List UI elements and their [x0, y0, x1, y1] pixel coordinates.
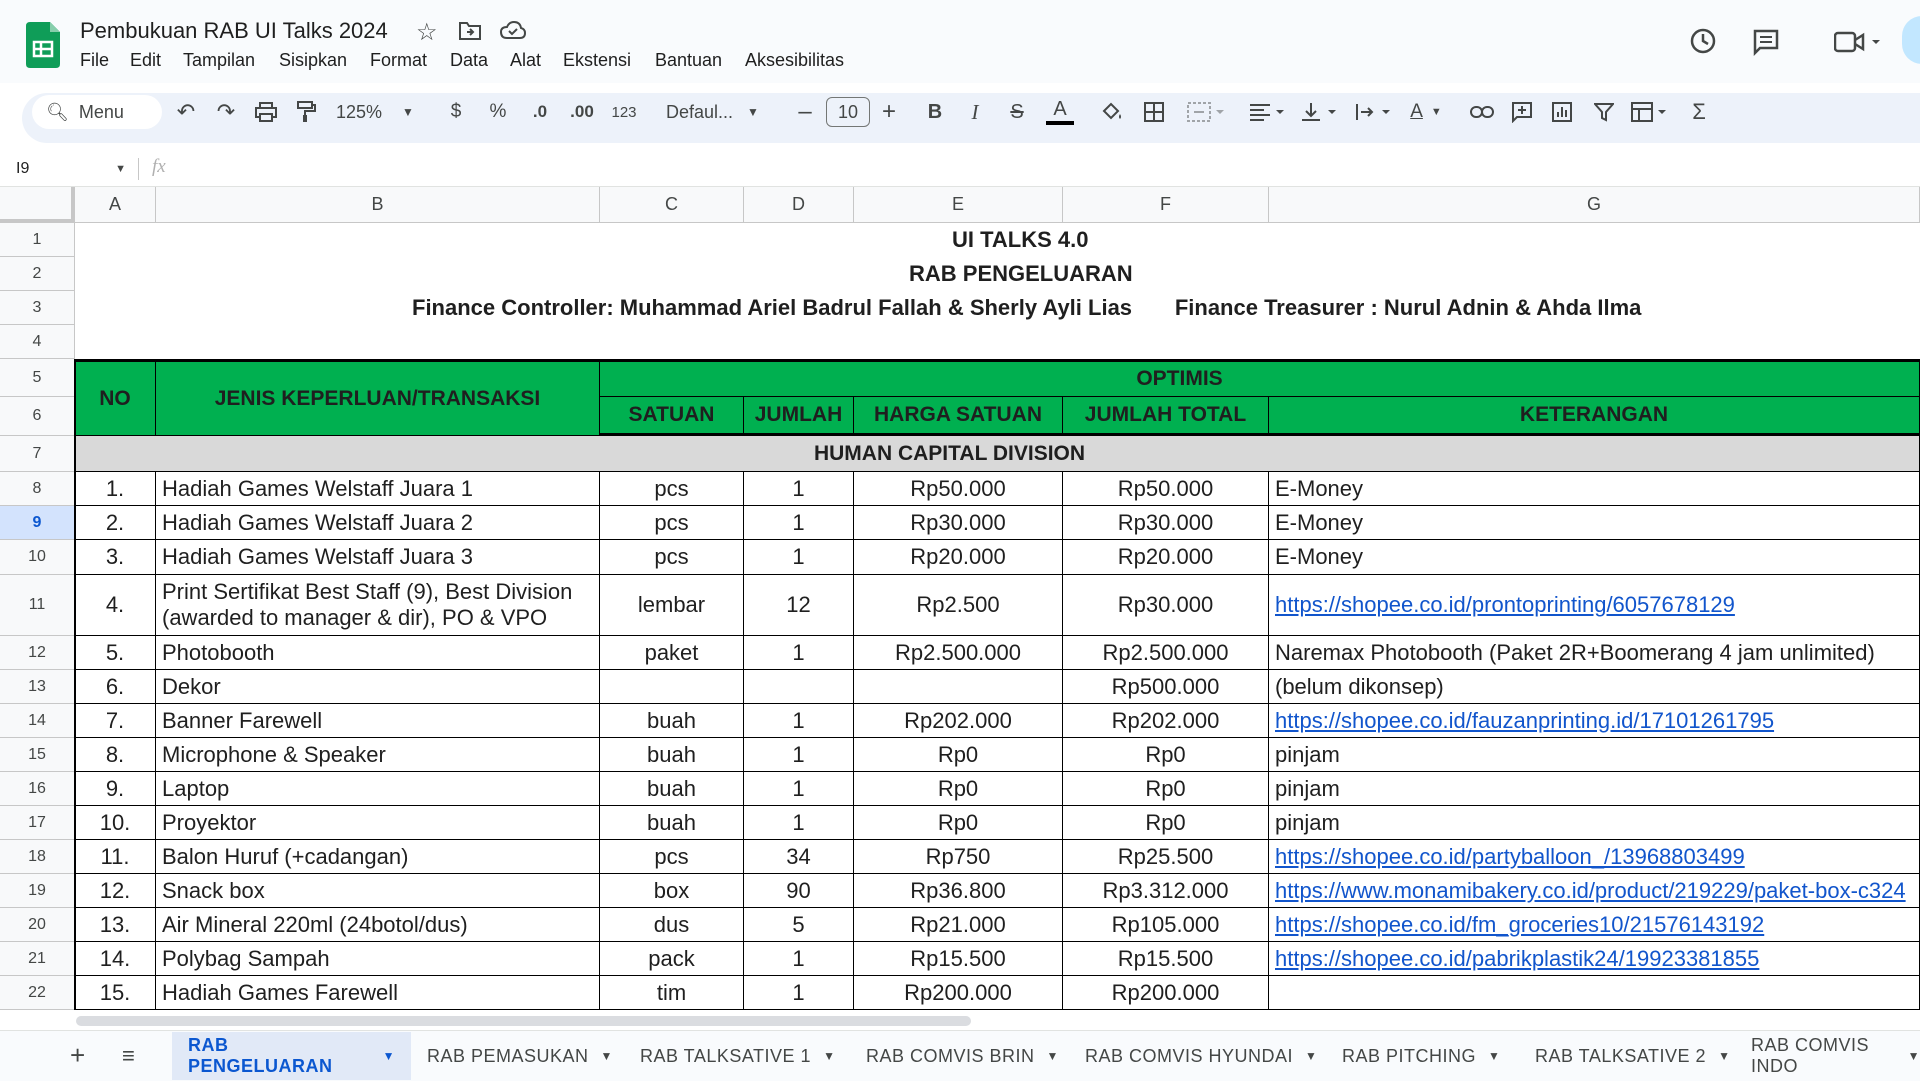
- horizontal-align-icon[interactable]: [1246, 98, 1290, 126]
- row-jenis: Dekor: [156, 670, 600, 704]
- row-no: 4.: [75, 575, 156, 636]
- row-header-9[interactable]: 9: [0, 506, 75, 540]
- row-jumlah-total: Rp30.000: [1063, 506, 1269, 540]
- row-jumlah: 5: [744, 908, 854, 942]
- row-header-20[interactable]: 20: [0, 908, 75, 942]
- zoom-select[interactable]: [336, 98, 420, 126]
- chevron-down-icon: ▼: [1430, 106, 1442, 118]
- fx-icon: fx: [152, 156, 166, 177]
- row-satuan: pcs: [600, 506, 744, 540]
- name-box[interactable]: [16, 156, 126, 182]
- row-jenis: Hadiah Games Welstaff Juara 3: [156, 540, 600, 575]
- row-header-16[interactable]: 16: [0, 772, 75, 806]
- row-jumlah: 12: [744, 575, 854, 636]
- row-jumlah-total: Rp50.000: [1063, 472, 1269, 506]
- row-harga-satuan: Rp21.000: [854, 908, 1063, 942]
- row-harga-satuan: Rp15.500: [854, 942, 1063, 976]
- row-jenis: Snack box: [156, 874, 600, 908]
- chevron-down-icon: ▼: [115, 163, 126, 175]
- row-satuan: tim: [600, 976, 744, 1010]
- row-harga-satuan: Rp36.800: [854, 874, 1063, 908]
- row-jumlah: 1: [744, 772, 854, 806]
- insert-comment-icon[interactable]: [1508, 98, 1536, 126]
- row-jenis-line2: (awarded to manager & dir), PO & VPO: [162, 605, 548, 630]
- text-rotation-icon[interactable]: [1404, 98, 1448, 126]
- row-keterangan: pinjam: [1269, 772, 1920, 806]
- row-keterangan-link[interactable]: https://shopee.co.id/fm_groceries10/21576143192: [1269, 908, 1920, 942]
- row-harga-satuan: Rp30.000: [854, 506, 1063, 540]
- filter-views-icon[interactable]: [1628, 98, 1672, 126]
- bold-button[interactable]: B: [927, 100, 943, 123]
- row-header-10[interactable]: 10: [0, 540, 75, 575]
- font-size-input[interactable]: 10: [826, 97, 870, 127]
- row-harga-satuan: Rp2.500.000: [854, 636, 1063, 670]
- vertical-align-icon[interactable]: [1298, 98, 1342, 126]
- text-color-button[interactable]: [1044, 96, 1076, 128]
- menu-item-sisipkan[interactable]: Sisipkan: [279, 50, 348, 70]
- row-header-6[interactable]: 6: [0, 397, 75, 436]
- row-header-1[interactable]: 1: [0, 223, 75, 257]
- search-menu-label: Menu: [78, 101, 124, 122]
- menu-item-alat[interactable]: Alat: [510, 50, 542, 70]
- column-header-b[interactable]: B: [156, 187, 600, 223]
- row-no: 3.: [75, 540, 156, 575]
- row-jenis: Laptop: [156, 772, 600, 806]
- chevron-down-icon: ▼: [1046, 1049, 1059, 1063]
- chevron-down-icon: ▼: [1907, 1049, 1920, 1063]
- row-jumlah: 1: [744, 540, 854, 575]
- row-satuan: buah: [600, 772, 744, 806]
- header-no: NO: [75, 359, 156, 436]
- row-jumlah: 1: [744, 472, 854, 506]
- row-jumlah: 1: [744, 636, 854, 670]
- chevron-down-icon: ▼: [823, 1049, 836, 1063]
- column-header-e[interactable]: E: [854, 187, 1063, 223]
- formula-divider: [138, 158, 139, 180]
- sheet-tab-label: RAB PITCHING: [1342, 1045, 1477, 1066]
- row-no: 6.: [75, 670, 156, 704]
- row-keterangan-link[interactable]: https://www.monamibakery.co.id/product/219229/paket-box-c324: [1269, 874, 1920, 908]
- italic-button[interactable]: I: [971, 99, 979, 124]
- row-no: 13.: [75, 908, 156, 942]
- header-keterangan: KETERANGAN: [1269, 397, 1920, 436]
- row-harga-satuan: Rp0: [854, 738, 1063, 772]
- row-satuan: pcs: [600, 540, 744, 575]
- row-no: 10.: [75, 806, 156, 840]
- currency-format-button[interactable]: $: [450, 101, 462, 122]
- strikethrough-button[interactable]: S: [1010, 100, 1024, 123]
- row-satuan: pack: [600, 942, 744, 976]
- sheet-title: UI TALKS 4.0: [952, 227, 1089, 252]
- division-row: HUMAN CAPITAL DIVISION: [75, 436, 1920, 472]
- percent-format-button[interactable]: %: [489, 101, 507, 122]
- header-jumlah-total: JUMLAH TOTAL: [1063, 397, 1269, 436]
- row-harga-satuan: Rp200.000: [854, 976, 1063, 1010]
- row-no: 1.: [75, 472, 156, 506]
- sheet-tab-label: RAB COMVIS BRIN: [866, 1045, 1035, 1066]
- filter-icon[interactable]: [1590, 98, 1618, 126]
- row-jenis: Air Mineral 220ml (24botol/dus): [156, 908, 600, 942]
- header-satuan: SATUAN: [600, 397, 744, 436]
- borders-icon[interactable]: [1140, 98, 1168, 126]
- menu-item-edit[interactable]: Edit: [130, 50, 162, 70]
- row-satuan: pcs: [600, 472, 744, 506]
- row-keterangan: pinjam: [1269, 738, 1920, 772]
- row-harga-satuan: Rp2.500: [854, 575, 1063, 636]
- row-satuan: lembar: [600, 575, 744, 636]
- row-no: 7.: [75, 704, 156, 738]
- row-header-14[interactable]: 14: [0, 704, 75, 738]
- row-keterangan: pinjam: [1269, 806, 1920, 840]
- comments-icon[interactable]: [1752, 28, 1780, 61]
- sheet-subtitle: RAB PENGELUARAN: [909, 261, 1133, 286]
- sheet-tab[interactable]: [411, 1032, 613, 1080]
- column-header-f[interactable]: F: [1063, 187, 1269, 223]
- row-satuan: buah: [600, 704, 744, 738]
- decrease-decimal-button[interactable]: .0: [532, 102, 548, 121]
- row-keterangan-link[interactable]: https://shopee.co.id/partyballoon_/13968803499: [1269, 840, 1920, 874]
- row-jumlah-total: Rp0: [1063, 772, 1269, 806]
- row-keterangan: E-Money: [1269, 506, 1920, 540]
- menu-item-data[interactable]: Data: [450, 50, 489, 70]
- row-keterangan: (belum dikonsep): [1269, 670, 1920, 704]
- row-header-22[interactable]: 22: [0, 976, 75, 1010]
- sheet-tab-label: RAB TALKSATIVE 2: [1535, 1045, 1707, 1066]
- row-header-19[interactable]: 19: [0, 874, 75, 908]
- row-jumlah-total: Rp25.500: [1063, 840, 1269, 874]
- row-keterangan: [1269, 976, 1920, 1010]
- row-jumlah-total: Rp20.000: [1063, 540, 1269, 575]
- row-jumlah: 1: [744, 942, 854, 976]
- sheet-tab[interactable]: [624, 1032, 835, 1080]
- row-jumlah-total: Rp3.312.000: [1063, 874, 1269, 908]
- row-satuan: paket: [600, 636, 744, 670]
- sheet-tab-label: RAB PEMASUKAN: [427, 1045, 589, 1066]
- redo-icon[interactable]: ↷: [216, 99, 236, 124]
- row-satuan: box: [600, 874, 744, 908]
- zoom-value: 125%: [336, 101, 383, 122]
- row-jenis: Microphone & Speaker: [156, 738, 600, 772]
- fill-color-icon[interactable]: [1098, 98, 1126, 126]
- row-jenis: Hadiah Games Welstaff Juara 2: [156, 506, 600, 540]
- row-jumlah-total: Rp30.000: [1063, 575, 1269, 636]
- sheets-logo[interactable]: [26, 22, 60, 68]
- sheet-tab-label: RAB PENGELUARAN: [188, 1035, 333, 1076]
- row-jumlah-total: Rp0: [1063, 806, 1269, 840]
- row-harga-satuan: Rp0: [854, 772, 1063, 806]
- row-jenis: Photobooth: [156, 636, 600, 670]
- row-header-4[interactable]: 4: [0, 325, 75, 359]
- row-harga-satuan: Rp50.000: [854, 472, 1063, 506]
- row-harga-satuan: Rp0: [854, 806, 1063, 840]
- row-jumlah: 1: [744, 738, 854, 772]
- undo-icon[interactable]: ↶: [176, 99, 196, 124]
- chevron-down-icon: ▼: [382, 1049, 395, 1063]
- row-header-13[interactable]: 13: [0, 670, 75, 704]
- menu-item-ekstensi[interactable]: Ekstensi: [563, 50, 632, 70]
- text-rotation-letter: A: [1410, 101, 1423, 122]
- row-header-12[interactable]: 12: [0, 636, 75, 670]
- paint-format-icon[interactable]: [292, 98, 320, 126]
- row-jumlah-total: Rp2.500.000: [1063, 636, 1269, 670]
- sheet-tab[interactable]: [172, 1032, 411, 1080]
- column-header-g[interactable]: G: [1269, 187, 1920, 223]
- row-jenis: [156, 575, 600, 636]
- search-menu-box[interactable]: [32, 95, 162, 129]
- insert-chart-icon[interactable]: [1548, 98, 1576, 126]
- row-header-7[interactable]: 7: [0, 436, 75, 472]
- font-family-select[interactable]: [666, 98, 774, 126]
- menu-item-format[interactable]: Format: [370, 50, 428, 70]
- row-jumlah: 1: [744, 704, 854, 738]
- functions-button[interactable]: Σ: [1692, 99, 1706, 124]
- row-no: 5.: [75, 636, 156, 670]
- row-header-3[interactable]: 3: [0, 291, 75, 325]
- header-jenis: JENIS KEPERLUAN/TRANSAKSI: [156, 359, 600, 436]
- row-satuan: [600, 670, 744, 704]
- chevron-down-icon: ▼: [1305, 1049, 1318, 1063]
- row-jumlah: [744, 670, 854, 704]
- formula-input[interactable]: [186, 156, 1886, 182]
- all-sheets-icon[interactable]: ≡: [122, 1043, 135, 1068]
- horizontal-scrollbar[interactable]: [76, 1016, 971, 1026]
- meet-video-icon[interactable]: [1834, 30, 1884, 59]
- row-no: 15.: [75, 976, 156, 1010]
- sheet-tab[interactable]: [1326, 1032, 1500, 1080]
- add-sheet-icon[interactable]: +: [70, 1040, 86, 1070]
- row-jumlah: 1: [744, 976, 854, 1010]
- column-header-c[interactable]: C: [600, 187, 744, 223]
- row-no: 11.: [75, 840, 156, 874]
- row-header-11[interactable]: 11: [0, 575, 75, 636]
- row-satuan: buah: [600, 806, 744, 840]
- row-keterangan-link[interactable]: https://shopee.co.id/prontoprinting/6057678129: [1269, 575, 1920, 636]
- row-jenis-line1: Print Sertifikat Best Staff (9), Best Division: [162, 579, 573, 604]
- row-keterangan-link[interactable]: https://shopee.co.id/fauzanprinting.id/17101261795: [1269, 704, 1920, 738]
- row-header-15[interactable]: 15: [0, 738, 75, 772]
- chevron-down-icon: ▼: [1488, 1049, 1501, 1063]
- row-header-2[interactable]: 2: [0, 257, 75, 291]
- row-jumlah-total: Rp500.000: [1063, 670, 1269, 704]
- chevron-down-icon: ▼: [600, 1049, 613, 1063]
- chevron-down-icon: ▼: [1718, 1049, 1731, 1063]
- sheet-tab[interactable]: [1069, 1032, 1317, 1080]
- row-satuan: dus: [600, 908, 744, 942]
- menu-item-bantuan[interactable]: Bantuan: [655, 50, 723, 70]
- row-keterangan: Naremax Photobooth (Paket 2R+Boomerang 4 jam unlimited): [1269, 636, 1920, 670]
- sheet-tab[interactable]: [1519, 1032, 1730, 1080]
- text-wrap-icon[interactable]: [1352, 98, 1396, 126]
- number-format-button[interactable]: 123: [611, 103, 637, 121]
- sheet-tab[interactable]: [850, 1032, 1059, 1080]
- text-color-letter: A: [1053, 98, 1067, 120]
- sheet-tab[interactable]: [1735, 1032, 1920, 1080]
- row-jenis: Hadiah Games Farewell: [156, 976, 600, 1010]
- text-color-swatch: [1046, 121, 1074, 125]
- row-header-18[interactable]: 18: [0, 840, 75, 874]
- header-harga-satuan: HARGA SATUAN: [854, 397, 1063, 436]
- decrease-font-size-button[interactable]: –: [798, 98, 812, 125]
- column-header-d[interactable]: D: [744, 187, 854, 223]
- column-header-a[interactable]: A: [75, 187, 156, 223]
- font-family-value: Defaul...: [666, 101, 734, 122]
- row-harga-satuan: Rp20.000: [854, 540, 1063, 575]
- row-keterangan: E-Money: [1269, 540, 1920, 575]
- row-no: 9.: [75, 772, 156, 806]
- sheet-tab-label: RAB COMVIS HYUNDAI: [1085, 1045, 1294, 1066]
- row-jumlah: 90: [744, 874, 854, 908]
- header-jumlah: JUMLAH: [744, 397, 854, 436]
- row-keterangan: E-Money: [1269, 472, 1920, 506]
- empty-row-4: [75, 325, 1920, 359]
- row-jumlah-total: Rp15.500: [1063, 942, 1269, 976]
- chevron-down-icon: ▼: [402, 105, 414, 119]
- row-jumlah: 34: [744, 840, 854, 874]
- row-header-21[interactable]: 21: [0, 942, 75, 976]
- document-title[interactable]: Pembukuan RAB UI Talks 2024: [80, 18, 388, 43]
- row-no: 12.: [75, 874, 156, 908]
- star-icon[interactable]: ☆: [416, 19, 438, 46]
- select-all-corner[interactable]: [0, 187, 75, 223]
- sheet-tab-label: RAB COMVIS INDO: [1751, 1035, 1870, 1076]
- row-jumlah-total: Rp105.000: [1063, 908, 1269, 942]
- row-jenis: Hadiah Games Welstaff Juara 1: [156, 472, 600, 506]
- history-icon[interactable]: [1688, 26, 1718, 61]
- row-no: 2.: [75, 506, 156, 540]
- row-harga-satuan: Rp750: [854, 840, 1063, 874]
- header-optimis: OPTIMIS: [600, 359, 1920, 397]
- finance-team-line: Finance Controller: Muhammad Ariel Badrul Fallah & Sherly Ayli Lias Finance Treasurer : Nurul Adnin & Ahda Ilma: [412, 295, 1642, 320]
- menu-item-tampilan[interactable]: Tampilan: [183, 50, 256, 70]
- search-icon: 🔍︎: [46, 101, 69, 122]
- move-folder-icon[interactable]: [458, 20, 482, 47]
- row-jenis: Polybag Sampah: [156, 942, 600, 976]
- cloud-status-icon[interactable]: [500, 20, 526, 47]
- row-harga-satuan: Rp202.000: [854, 704, 1063, 738]
- increase-font-size-button[interactable]: +: [881, 98, 896, 125]
- insert-link-icon[interactable]: [1468, 98, 1496, 126]
- row-header-5[interactable]: 5: [0, 359, 75, 397]
- row-jumlah-total: Rp0: [1063, 738, 1269, 772]
- row-keterangan-link[interactable]: https://shopee.co.id/pabrikplastik24/19923381855: [1269, 942, 1920, 976]
- row-satuan: pcs: [600, 840, 744, 874]
- increase-decimal-button[interactable]: .00: [570, 102, 594, 121]
- menu-item-aksesibilitas[interactable]: Aksesibilitas: [745, 50, 845, 70]
- row-header-8[interactable]: 8: [0, 472, 75, 506]
- row-jenis: Banner Farewell: [156, 704, 600, 738]
- row-harga-satuan: [854, 670, 1063, 704]
- menu-item-file[interactable]: File: [80, 50, 110, 70]
- row-jenis: Balon Huruf (+cadangan): [156, 840, 600, 874]
- row-header-17[interactable]: 17: [0, 806, 75, 840]
- row-jumlah-total: Rp200.000: [1063, 976, 1269, 1010]
- merge-cells-icon[interactable]: [1184, 98, 1228, 126]
- row-jumlah: 1: [744, 506, 854, 540]
- row-no: 14.: [75, 942, 156, 976]
- row-satuan: buah: [600, 738, 744, 772]
- sheet-tab-label: RAB TALKSATIVE 1: [640, 1045, 812, 1066]
- chevron-down-icon: ▼: [747, 105, 759, 119]
- row-jenis: Proyektor: [156, 806, 600, 840]
- row-jumlah: 1: [744, 806, 854, 840]
- row-jumlah-total: Rp202.000: [1063, 704, 1269, 738]
- row-no: 8.: [75, 738, 156, 772]
- cell-reference: I9: [16, 160, 30, 177]
- print-icon[interactable]: [252, 98, 280, 126]
- grid-left-border: [74, 359, 76, 1010]
